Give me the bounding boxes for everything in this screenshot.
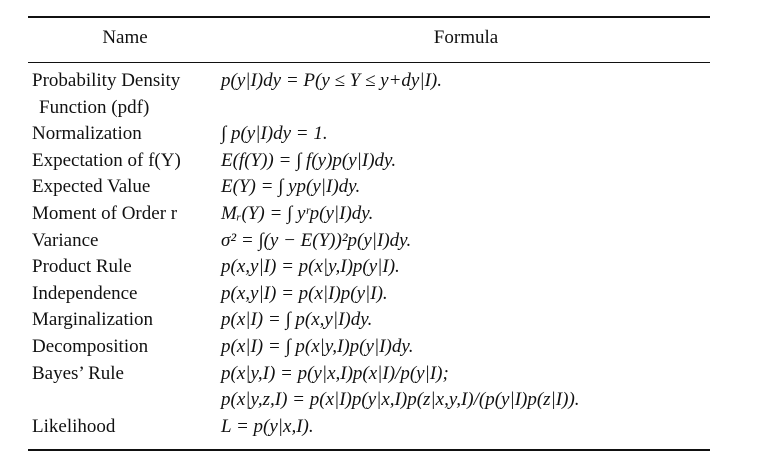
row-name: Moment of Order r bbox=[32, 202, 178, 224]
header-formula: Formula bbox=[433, 27, 499, 48]
row-formula: p(x|I) = ∫ p(x,y|I)dy. bbox=[221, 309, 373, 331]
row-formula: L = p(y|x,I). bbox=[221, 415, 314, 437]
table-row bbox=[32, 281, 712, 308]
row-formula: E(Y) = ∫ yp(y|I)dy. bbox=[221, 176, 361, 198]
table-row bbox=[32, 68, 712, 95]
row-name: Probability Density bbox=[32, 70, 181, 91]
row-formula: ∫ p(y|I)dy = 1. bbox=[221, 123, 328, 145]
table-row bbox=[32, 387, 712, 414]
header-rule bbox=[28, 62, 710, 63]
row-formula: p(y|I)dy = P(y ≤ Y ≤ y+dy|I). bbox=[221, 70, 442, 91]
row-name: Independence bbox=[32, 282, 138, 304]
row-name: Function (pdf) bbox=[39, 96, 150, 118]
table-row bbox=[32, 414, 712, 441]
row-formula: Mᵣ(Y) = ∫ yʳp(y|I)dy. bbox=[221, 202, 374, 224]
row-name: Marginalization bbox=[32, 309, 154, 331]
table-row bbox=[32, 254, 712, 281]
table-row bbox=[32, 148, 712, 175]
table-row bbox=[32, 121, 712, 148]
row-name: Likelihood bbox=[32, 415, 116, 437]
row-formula: p(x|y,I) = p(y|x,I)p(x|I)/p(y|I); bbox=[221, 362, 449, 384]
row-name: Normalization bbox=[32, 123, 142, 145]
row-name: Expected Value bbox=[32, 176, 151, 198]
row-formula: p(x|y,z,I) = p(x|I)p(y|x,I)p(z|x,y,I)/(p(y|I)p(z|I)). bbox=[221, 389, 580, 411]
row-name: Variance bbox=[32, 229, 99, 251]
row-formula: E(f(Y)) = ∫ f(y)p(y|I)dy. bbox=[221, 149, 397, 171]
table-row bbox=[32, 228, 712, 255]
table-row bbox=[32, 361, 712, 388]
row-name bbox=[32, 387, 221, 414]
row-name: Bayes’ Rule bbox=[32, 362, 124, 384]
table-body bbox=[32, 68, 712, 440]
table-row bbox=[32, 95, 712, 122]
bottom-rule bbox=[28, 449, 710, 451]
table-row bbox=[32, 334, 712, 361]
row-name: Product Rule bbox=[32, 256, 132, 278]
top-rule bbox=[28, 16, 710, 18]
row-formula: p(x,y|I) = p(x|I)p(y|I). bbox=[221, 282, 388, 304]
table-row bbox=[32, 174, 712, 201]
row-formula: σ² = ∫(y − E(Y))²p(y|I)dy. bbox=[221, 229, 412, 251]
header-name: Name bbox=[102, 27, 148, 48]
table-row bbox=[32, 307, 712, 334]
row-formula: p(x,y|I) = p(x|y,I)p(y|I). bbox=[221, 256, 400, 278]
table-row bbox=[32, 201, 712, 228]
row-name: Decomposition bbox=[32, 335, 149, 357]
row-formula: p(x|I) = ∫ p(x|y,I)p(y|I)dy. bbox=[221, 335, 414, 357]
row-name: Expectation of f(Y) bbox=[32, 149, 181, 171]
